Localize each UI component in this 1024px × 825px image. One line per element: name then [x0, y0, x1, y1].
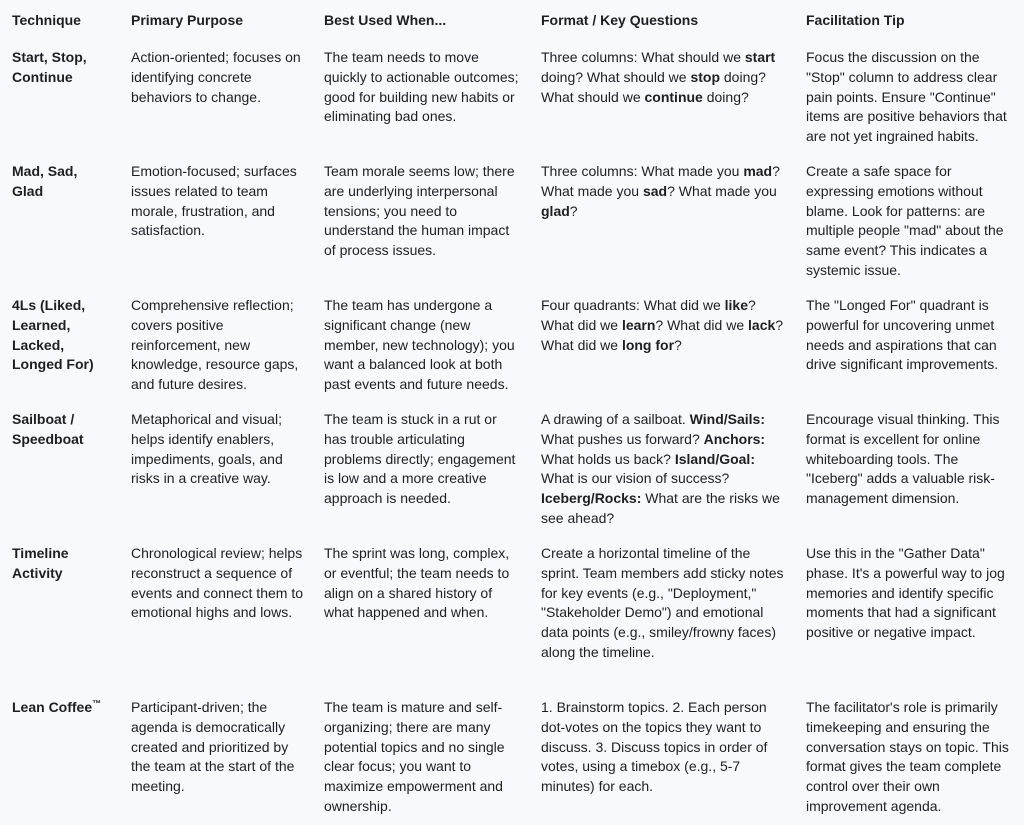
best-used-cell: The team needs to move quickly to actionable outcomes; good for building new habits or eliminating bad ones. — [324, 49, 519, 125]
header-row — [0, 0, 1024, 48]
format-keyword: lack — [748, 316, 776, 333]
format-text: doing? — [702, 88, 749, 105]
format-text: What pushes us forward? — [541, 430, 704, 447]
format-keyword: Anchors: — [703, 430, 766, 447]
format-keyword: learn — [621, 316, 656, 333]
format-cell: 1. Brainstorm topics. 2. Each person dot-votes on the topics they want to discuss. 3. Discuss topics in order of votes, using a timebox (e.g., 5-7 minutes) for each. — [541, 699, 768, 795]
table-row — [0, 48, 1024, 162]
header-tip: Facilitation Tip — [806, 12, 905, 28]
format-text: ? — [569, 202, 578, 219]
technique-label: Lean Coffee — [12, 699, 93, 715]
table-row — [0, 698, 1024, 818]
format-keyword: Wind/Sails: — [689, 411, 765, 427]
header-technique: Technique — [12, 12, 81, 28]
format-text: What are the risks we see ahead? — [541, 490, 780, 526]
technique-cell: Mad, Sad, Glad — [12, 163, 78, 199]
best-used-cell: The team has undergone a significant change (new member, new technology); you want a balanced look at both past events and future needs. — [324, 297, 515, 393]
format-cell: Create a horizontal timeline of the sprint. Team members add sticky notes for key events (e.g., "Deployment," "Stakeholder Demo") and emotional data points (e.g., smiley/frowny faces) along the timeline. — [541, 545, 784, 660]
best-used-cell: The team is mature and self-organizing; there are many potential topics and no single clear focus; you want to maximize empowerment and ownership. — [324, 699, 505, 814]
format-text: Three columns: What should we — [541, 49, 745, 65]
tip-cell: Encourage visual thinking. This format is excellent for online whiteboarding tools. The "Iceberg" adds a valuable risk-management dimension. — [806, 411, 1000, 507]
format-text: A drawing of a sailboat. — [541, 411, 690, 427]
format-text: What is our vision of success? — [541, 470, 730, 487]
best-used-cell: Team morale seems low; there are underlying interpersonal tensions; you need to understand the human impact of process issues. — [324, 163, 515, 259]
purpose-cell: Chronological review; helps reconstruct a sequence of events and connect them to emotional highs and lows. — [131, 545, 303, 621]
format-text: doing? What should we — [541, 68, 691, 85]
best-used-cell: The team is stuck in a rut or has trouble articulating problems directly; engagement is low and a more creative approach is needed. — [324, 411, 516, 507]
format-text: ? What made you — [541, 163, 780, 199]
table-row — [0, 410, 1024, 544]
header-best-used: Best Used When... — [324, 12, 447, 28]
purpose-cell: Action-oriented; focuses on identifying concrete behaviors to change. — [131, 49, 301, 105]
trademark-mark: ™ — [92, 698, 102, 709]
technique-cell: Start, Stop, Continue — [12, 49, 87, 85]
format-keyword: mad — [743, 163, 773, 179]
technique-cell: Sailboat / Speedboat — [12, 411, 84, 447]
format-text: ? What did we — [541, 316, 784, 353]
format-keyword: like — [724, 297, 749, 313]
technique-cell: 4Ls (Liked, Learned, Lacked, Longed For) — [12, 297, 94, 373]
tip-cell: The "Longed For" quadrant is powerful for uncovering unmet needs and aspirations that can drive significant improvements. — [806, 297, 999, 373]
format-text: doing? What should we — [541, 68, 766, 105]
format-keyword: start — [744, 49, 776, 65]
technique-cell: Timeline Activity — [12, 545, 69, 581]
format-text: ? What did we — [541, 297, 756, 333]
technique-cell — [0, 698, 119, 818]
table-row — [0, 296, 1024, 410]
format-keyword: sad — [642, 182, 668, 199]
purpose-cell: Comprehensive reflection; covers positive reinforcement, new knowledge, resource gaps, and future desires. — [131, 297, 299, 393]
format-keyword: Island/Goal: — [674, 450, 755, 467]
header-format: Format / Key Questions — [541, 12, 699, 28]
format-keyword: long for — [621, 336, 675, 353]
header-purpose: Primary Purpose — [131, 12, 244, 28]
format-text: Three columns: What made you — [541, 163, 744, 179]
format-cell — [529, 410, 794, 544]
format-text: ? — [674, 336, 682, 353]
tip-cell: Use this in the "Gather Data" phase. It's a powerful way to jog memories and identify specific moments that had a significant positive or negative impact. — [806, 545, 1005, 641]
format-cell — [529, 162, 794, 296]
format-cell — [529, 296, 794, 410]
table-row — [0, 162, 1024, 296]
format-text: What holds us back? — [541, 450, 675, 467]
tip-cell: Create a safe space for expressing emotions without blame. Look for patterns: are multiple people "mad" about the same event? This indicates a systemic issue. — [806, 163, 1004, 278]
format-keyword: glad — [541, 202, 570, 219]
format-text: Four quadrants: What did we — [541, 297, 725, 313]
purpose-cell: Emotion-focused; surfaces issues related to team morale, frustration, and satisfaction. — [131, 163, 297, 239]
format-text: ? What made you — [667, 182, 777, 199]
format-text: ? What did we — [655, 316, 749, 333]
table-row — [0, 544, 1024, 698]
format-keyword: stop — [690, 68, 720, 85]
best-used-cell: The sprint was long, complex, or eventful; the team needs to align on a shared history of what happened and when. — [324, 545, 510, 621]
format-keyword: continue — [644, 88, 703, 105]
purpose-cell: Participant-driven; the agenda is democratically created and prioritized by the team at the start of the meeting. — [131, 699, 295, 795]
purpose-cell: Metaphorical and visual; helps identify enablers, impediments, goals, and risks in a creative way. — [131, 411, 283, 487]
tip-cell: Focus the discussion on the "Stop" column to address clear pain points. Ensure "Continue" items are positive behaviors that are not yet ingrained habits. — [806, 49, 1007, 145]
format-keyword: Iceberg/Rocks: — [541, 490, 642, 507]
format-cell — [529, 48, 794, 162]
tip-cell: The facilitator's role is primarily timekeeping and ensuring the conversation stays on topic. This format gives the team complete control over their own improvement agenda. — [806, 699, 1009, 814]
